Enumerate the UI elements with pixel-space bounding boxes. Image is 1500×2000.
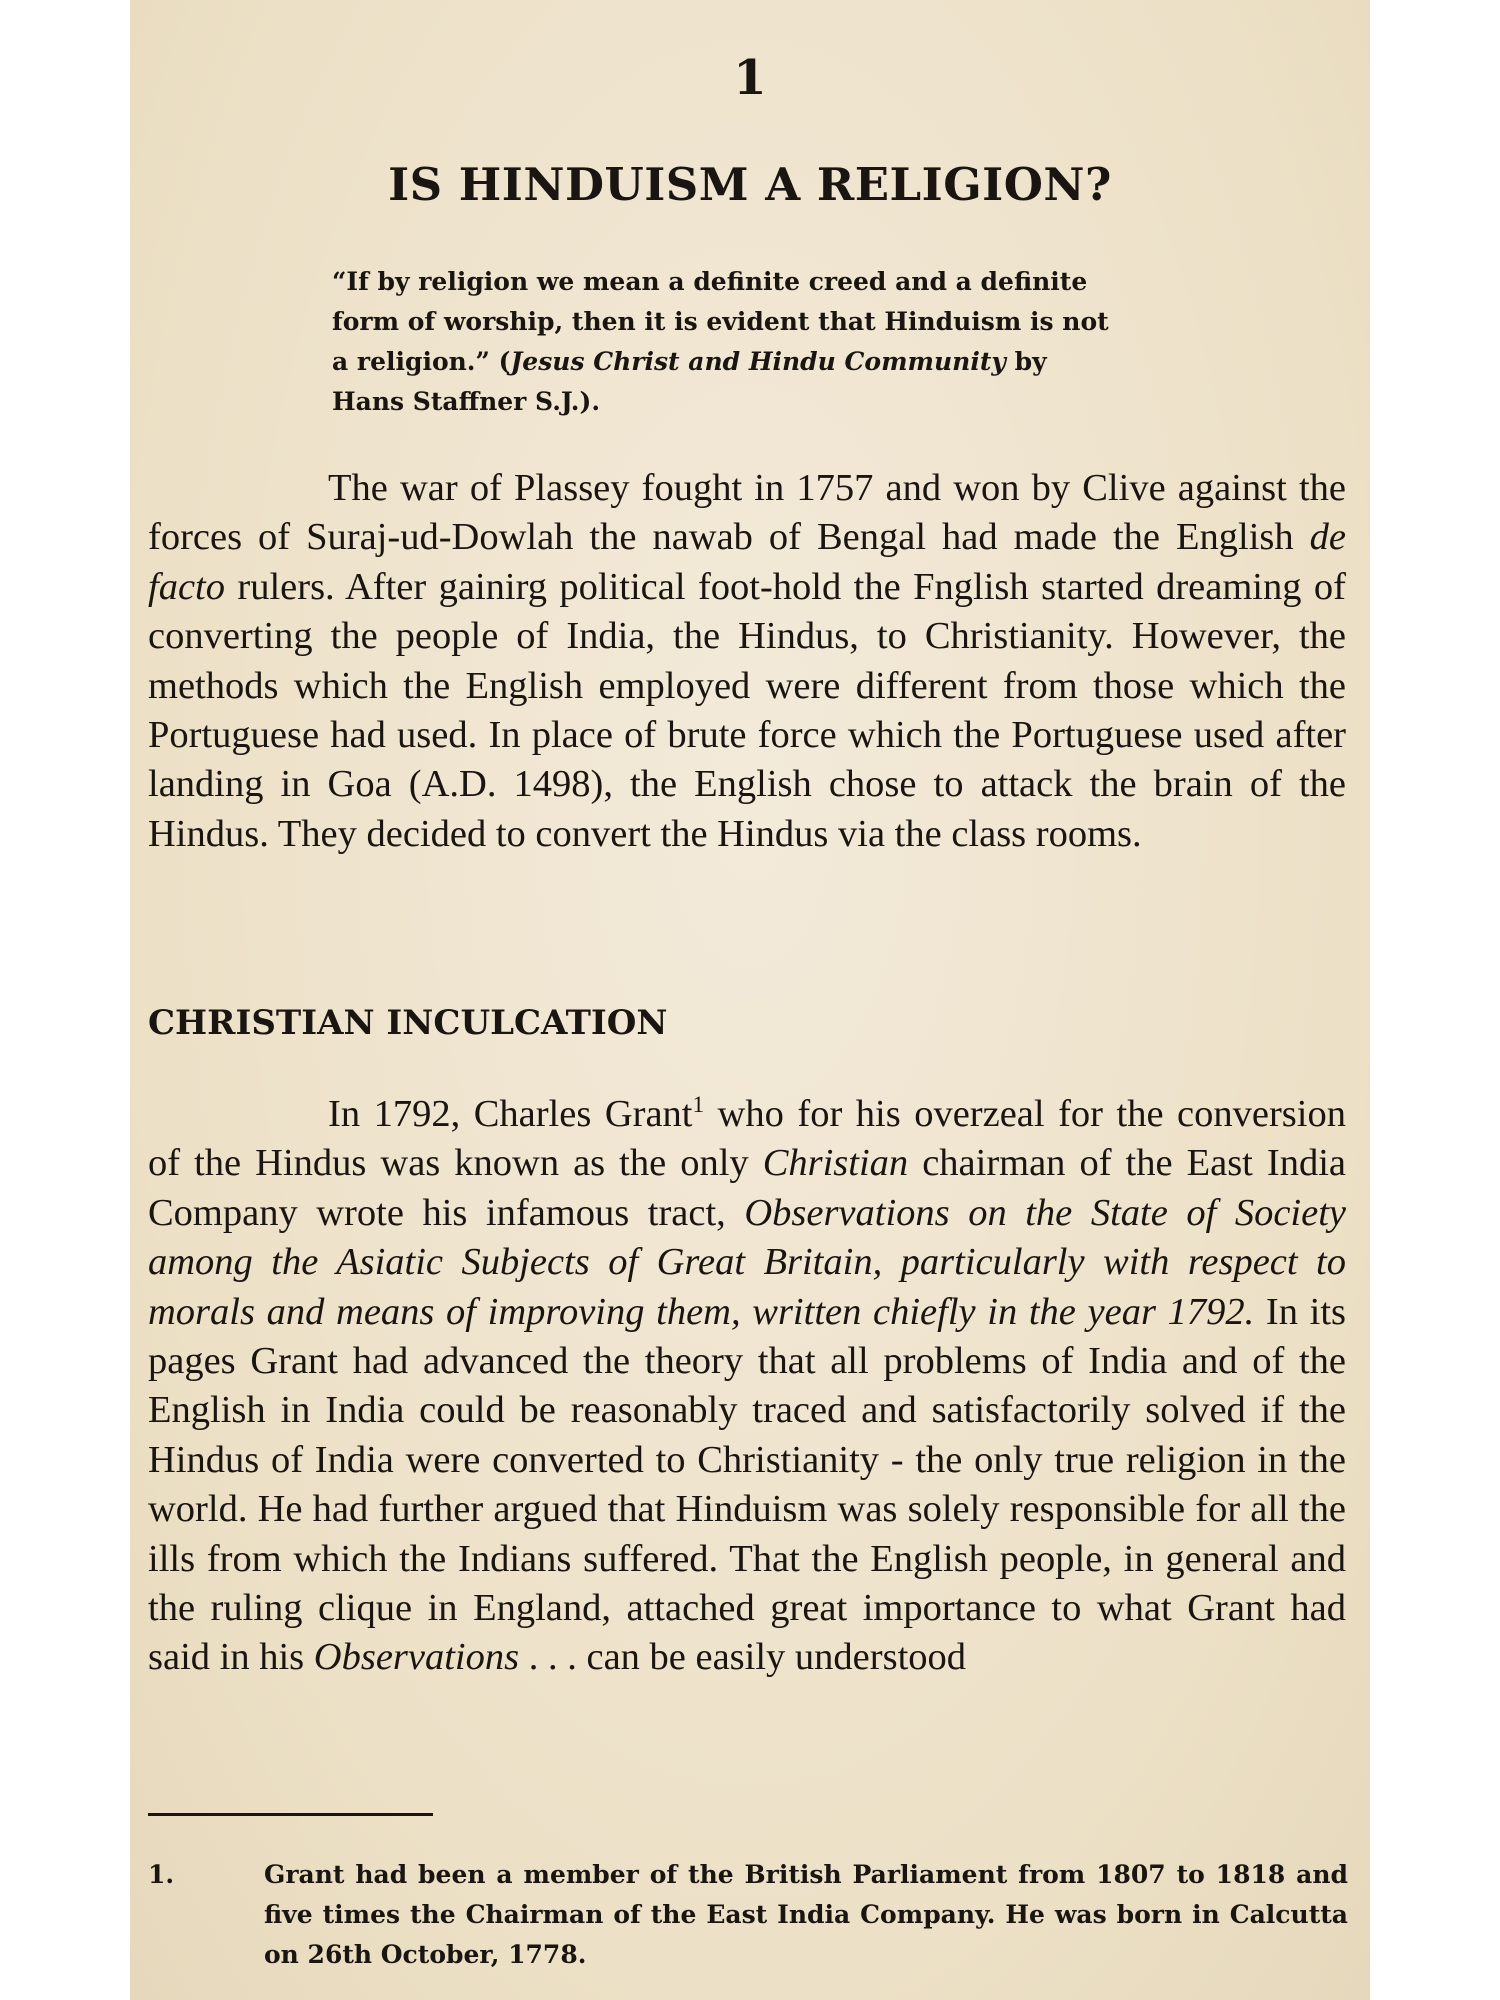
- para2-italic-observations: Observations: [313, 1636, 520, 1679]
- paragraph-plassey: [148, 464, 1346, 859]
- chapter-number: 1: [733, 50, 767, 106]
- epigraph-source-rest: by Hans Staffner S.J.).: [332, 347, 1047, 416]
- para2-text-1: In 1792, Charles Grant: [328, 1093, 693, 1135]
- epigraph-quote: “If by religion we mean a definite creed and a definite form of worship, then it is evident that Hinduism is not a religion.”: [332, 267, 1109, 376]
- paragraph-charles-grant: [148, 1090, 1346, 1683]
- footnote-text: Grant had been a member of the British Parliament from 1807 to 1818 and five times the Chairman of the East India Company. He was born in Calcutta on 26th October, 1778.: [264, 1860, 1348, 1969]
- para2-italic-christian: Christian: [762, 1142, 909, 1185]
- para1-text-2: rulers. After gainirg political foot-hold the Fnglish started dreaming of converting the people of India, the Hindus, to Christianity. However, the methods which the English employed were different from those which the Portuguese had used. In place of brute force which the Portuguese used after landing in Goa (A.D. 1498), the English chose to attack the brain of the Hindus. They decided to convert the Hindus via the class rooms.: [148, 565, 1346, 855]
- section-heading: CHRISTIAN INCULCATION: [148, 1003, 668, 1043]
- para1-italic-de-facto: de facto: [148, 516, 1346, 608]
- epigraph-source-title: Jesus Christ and Hindu Community: [510, 347, 1006, 376]
- para2-italic-tract-title: Observations on the State of Society among the Asiatic Subjects of Great Britain, particularly with respect to morals and means of improving them, written chiefly in the year 1792.: [148, 1191, 1346, 1333]
- epigraph-source-open: (: [498, 347, 511, 376]
- epigraph: [332, 262, 1122, 422]
- chapter-title: IS HINDUISM A RELIGION?: [388, 158, 1112, 211]
- para2-text-2: who for his overzeal for the conversion of the Hindus was known as the only: [148, 1093, 1346, 1185]
- book-page: [130, 0, 1370, 2000]
- para1-text-1: The war of Plassey fought in 1757 and won by Clive against the forces of Suraj-ud-Dowlah the nawab of Bengal had made the English: [148, 467, 1346, 559]
- footnote-number: 1.: [148, 1860, 175, 1889]
- footnote-reference[interactable]: 1: [692, 1091, 705, 1118]
- para2-text-3: chairman of the East India Company wrote his infamous tract,: [148, 1142, 1346, 1234]
- para2-text-5: . . . can be easily understood: [519, 1636, 967, 1679]
- footnote-divider: [148, 1813, 433, 1816]
- para2-text-4: In its pages Grant had advanced the theory that all problems of India and of the English in India could be reasonably traced and satisfactorily solved if the Hindus of India were converted to Christianity - the only true religion in the world. He had further argued that Hinduism was solely responsible for all the ills from which the Indians suffered. That the English people, in general and the ruling clique in England, attached great importance to what Grant had said in his: [148, 1290, 1347, 1679]
